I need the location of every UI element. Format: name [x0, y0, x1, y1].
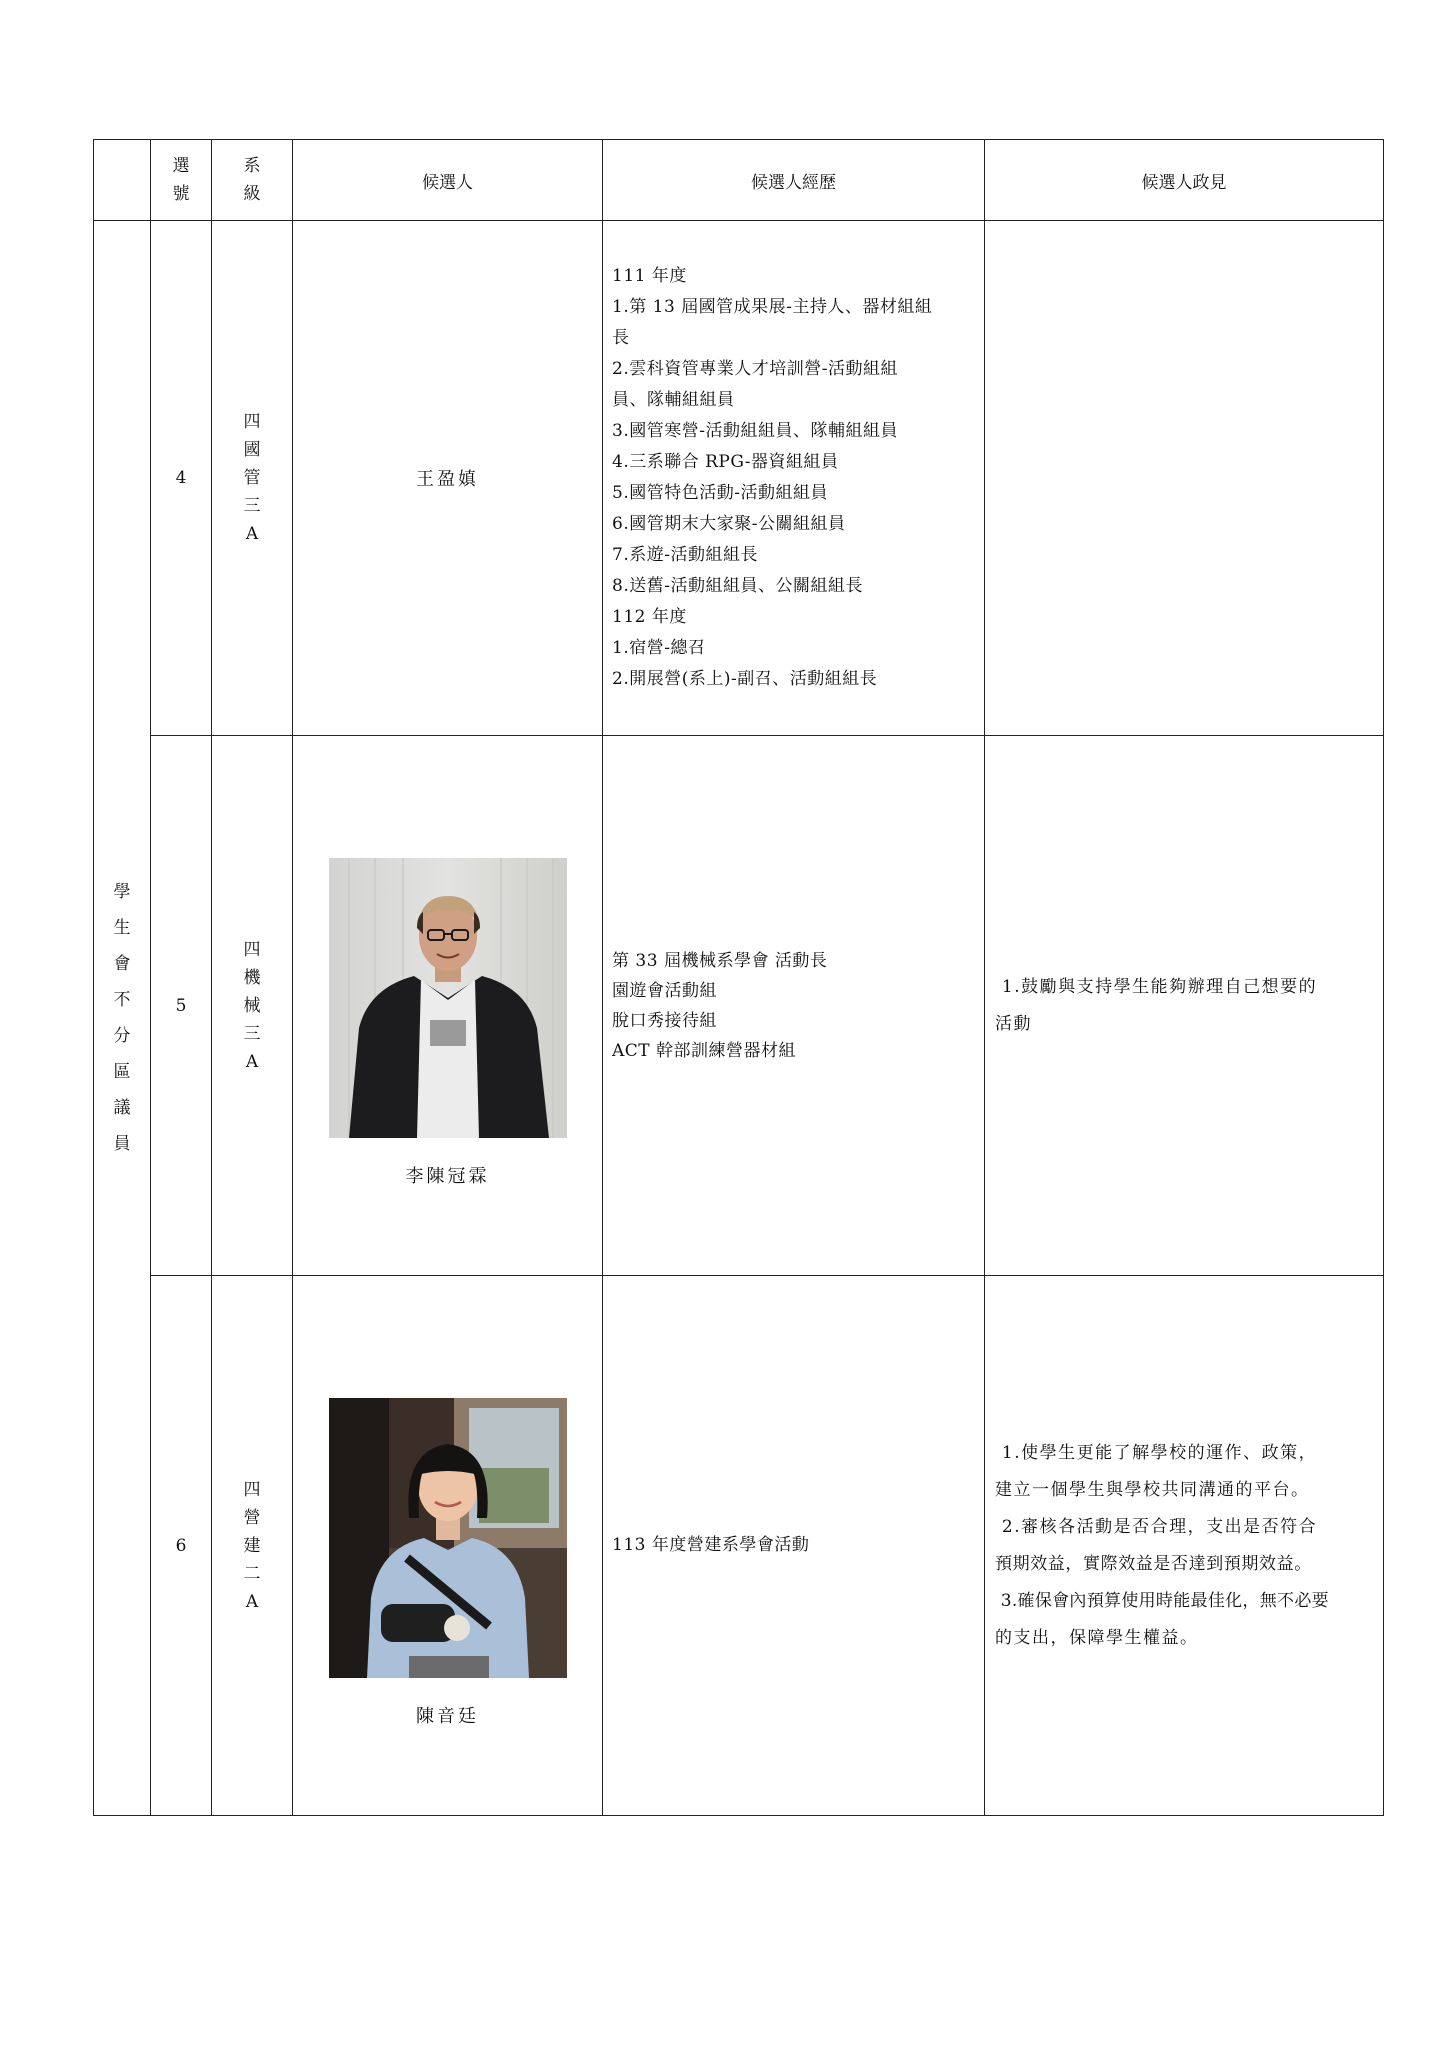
policy-line: 3.確保會內預算使用時能最佳化，無不必要 — [995, 1590, 1329, 1611]
dept-char: A — [245, 1591, 259, 1612]
candidate-name: 陳音廷 — [416, 1705, 479, 1727]
category-char: 不 — [113, 990, 131, 1010]
header-number-char: 號 — [172, 184, 190, 204]
candidate-dept — [212, 1276, 293, 1816]
candidate-cell — [293, 1276, 603, 1816]
policy-line: 活動 — [995, 1013, 1032, 1034]
policy-cell — [985, 1276, 1384, 1816]
header-row — [94, 140, 1384, 221]
candidate-dept — [212, 736, 293, 1276]
experience-line: 4.三系聯合 RPG-器資組組員 — [612, 452, 839, 472]
dept-char: 二 — [243, 1563, 261, 1584]
candidate-number: 4 — [151, 221, 212, 736]
experience-line: 3.國管寒營-活動組組員、隊輔組組員 — [612, 421, 898, 441]
candidate-photo — [329, 858, 567, 1138]
dept-char: A — [245, 1051, 259, 1072]
experience-line: 園遊會活動組 — [612, 980, 717, 1001]
dept-char: 機 — [243, 967, 261, 988]
experience-line: 1.宿營-總召 — [612, 638, 706, 658]
candidate-cell — [293, 736, 603, 1276]
experience-line: 2.開展營(系上)-副召、活動組組長 — [612, 669, 878, 689]
experience-line: 長 — [612, 328, 630, 348]
category-char: 員 — [113, 1134, 131, 1154]
experience-line: 111 年度 — [612, 266, 687, 286]
category-char: 分 — [113, 1026, 131, 1046]
candidate-row — [94, 1276, 1384, 1816]
header-dept-cell — [212, 140, 293, 221]
policy-line: 1.使學生更能了解學校的運作、政策， — [995, 1442, 1318, 1463]
experience-line: 1.第 13 屆國管成果展-主持人、器材組組 — [612, 297, 933, 317]
policy-line: 1.鼓勵與支持學生能夠辦理自己想要的 — [995, 976, 1318, 997]
experience-cell — [603, 736, 985, 1276]
header-policy: 候選人政見 — [985, 140, 1384, 221]
dept-char: 四 — [243, 939, 261, 960]
category-cell — [94, 221, 151, 1816]
header-category-cell — [94, 140, 151, 221]
experience-line: 員、隊輔組組員 — [612, 390, 735, 410]
dept-char: 三 — [243, 496, 261, 516]
dept-char: A — [245, 524, 259, 544]
category-char: 生 — [113, 918, 131, 938]
category-char: 區 — [113, 1062, 131, 1082]
candidate-name: 李陳冠霖 — [405, 1165, 490, 1187]
candidate-number: 6 — [151, 1276, 212, 1816]
experience-line: 第 33 屆機械系學會 活動長 — [612, 950, 828, 971]
candidate-number: 5 — [151, 736, 212, 1276]
experience-line: ACT 幹部訓練營器材組 — [612, 1040, 797, 1061]
category-char: 學 — [113, 882, 131, 902]
experience-line: 2.雲科資管專業人才培訓營-活動組組 — [612, 359, 898, 379]
experience-line: 5.國管特色活動-活動組組員 — [612, 483, 828, 503]
category-char: 會 — [113, 954, 131, 974]
header-experience: 候選人經歷 — [603, 140, 985, 221]
experience-cell — [603, 221, 985, 736]
header-number-cell — [151, 140, 212, 221]
dept-char: 建 — [243, 1535, 261, 1556]
experience-line: 脫口秀接待組 — [612, 1010, 717, 1031]
candidate-name: 王盈嫃 — [416, 469, 479, 490]
policy-line: 預期效益，實際效益是否達到預期效益。 — [995, 1553, 1312, 1574]
policy-cell — [985, 221, 1384, 736]
experience-cell — [603, 1276, 985, 1816]
header-number-char: 選 — [172, 155, 190, 176]
experience-line: 7.系遊-活動組組長 — [612, 545, 758, 565]
policy-line: 的支出，保障學生權益。 — [995, 1627, 1199, 1648]
dept-char: 四 — [243, 412, 261, 432]
category-char: 議 — [113, 1098, 131, 1118]
candidate-table — [93, 139, 1384, 1816]
experience-line: 6.國管期末大家聚-公關組組員 — [612, 514, 846, 534]
policy-line: 2.審核各活動是否合理，支出是否符合 — [995, 1516, 1318, 1537]
dept-char: 管 — [243, 468, 261, 488]
candidate-photo — [329, 1398, 567, 1678]
candidate-row — [94, 221, 1384, 736]
candidate-row — [94, 736, 1384, 1276]
experience-line: 8.送舊-活動組組員、公關組組長 — [612, 576, 863, 596]
header-candidate: 候選人 — [293, 140, 603, 221]
candidate-dept — [212, 221, 293, 736]
policy-line: 建立一個學生與學校共同溝通的平台。 — [995, 1479, 1310, 1500]
experience-line: 112 年度 — [612, 607, 687, 627]
dept-char: 三 — [243, 1023, 261, 1044]
header-dept-char: 級 — [243, 184, 261, 204]
dept-char: 營 — [243, 1507, 261, 1528]
candidate-cell — [293, 221, 603, 736]
experience-line: 113 年度營建系學會活動 — [612, 1535, 810, 1555]
header-dept-char: 系 — [243, 155, 261, 176]
dept-char: 四 — [243, 1479, 261, 1500]
dept-char: 械 — [243, 995, 261, 1016]
dept-char: 國 — [243, 440, 261, 460]
policy-cell — [985, 736, 1384, 1276]
